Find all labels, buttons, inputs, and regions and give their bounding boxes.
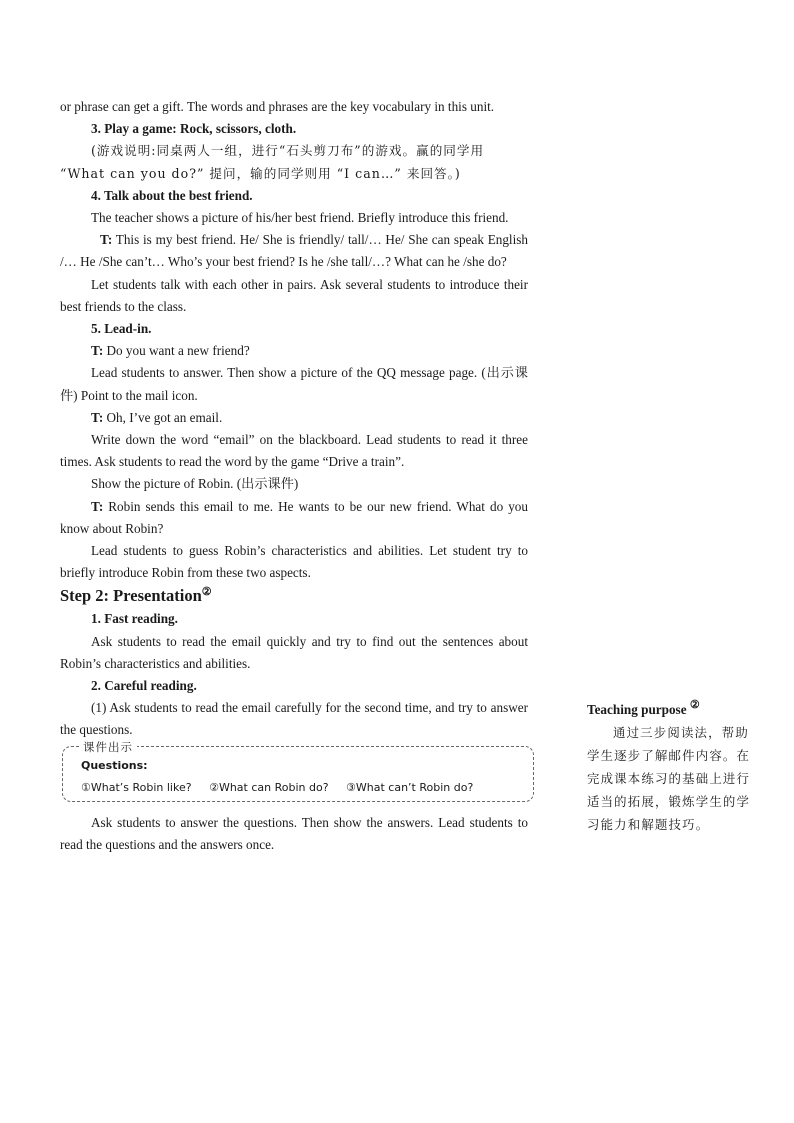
heading-careful-reading: 2. Careful reading. — [91, 678, 197, 694]
heading-fast-reading: 1. Fast reading. — [91, 611, 178, 627]
teaching-purpose-title — [587, 700, 759, 720]
step2-heading — [60, 584, 528, 608]
paragraph-careful-reading: (1) Ask students to read the email carefully for the second time, and try to answer the questions. — [60, 700, 528, 738]
paragraph-robin-picture: Show the picture of Robin. (出示课件) — [91, 476, 299, 492]
heading-lead-in: 5. Lead-in. — [91, 321, 152, 337]
question-item: ①What’s Robin like? — [81, 780, 192, 794]
lesson-plan-body — [60, 96, 528, 856]
paragraph-pairs: Let students talk with each other in pairs. Ask several students to introduce their best friends to the class. — [60, 276, 528, 314]
teacher-line-new-friend — [60, 340, 528, 362]
teacher-label: T: — [91, 409, 104, 425]
paragraph-qq-page: Lead students to answer. Then show a picture of the QQ message page. (出示课件) Point to the mail icon. — [60, 365, 528, 403]
step2-title: Step 2: Presentation — [60, 586, 202, 606]
teacher-text: This is my best friend. He/ She is friendly/ tall/… He/ She can speak English /… He /She can’t… Who’s your best friend? Is he /she tall/…? What can he /she do? — [60, 232, 528, 270]
teacher-text: Oh, I’ve got an email. — [103, 409, 223, 425]
footnote-mark: ② — [689, 699, 700, 711]
teacher-line-best-friend — [60, 229, 528, 273]
teacher-line-email — [60, 407, 528, 429]
question-list — [81, 779, 487, 797]
heading-play-game: 3. Play a game: Rock, scissors, cloth. — [91, 121, 297, 137]
paragraph-fast-reading: Ask students to read the email quickly and try to find out the sentences about Robin’s characteristics and abilities. — [60, 633, 528, 671]
footnote-mark: ② — [201, 586, 212, 599]
game-instructions: (游戏说明:同桌两人一组，进行“石头剪刀布”的游戏。赢的同学用 “What can you do?” 提问，输的同学则用 “I can…” 来回答。) — [60, 143, 485, 181]
teacher-label: T: — [91, 498, 104, 514]
teacher-text: Robin sends this email to me. He wants to be our new friend. What do you know about Robin? — [60, 498, 528, 536]
paragraph-answers: Ask students to answer the questions. Then show the answers. Lead students to read the questions and the answers once. — [60, 814, 528, 852]
teacher-text: Do you want a new friend? — [103, 343, 250, 359]
paragraph-gift: or phrase can get a gift. The words and phrases are the key vocabulary in this unit. — [60, 99, 495, 114]
courseware-box-title: 课件出示 — [79, 738, 137, 756]
teaching-purpose-label: Teaching purpose — [587, 702, 687, 717]
teaching-purpose-text: 通过三步阅读法，帮助学生逐步了解邮件内容。在完成课本练习的基础上进行适当的拓展，锻炼学生的学习能力和解题技巧。 — [587, 725, 751, 832]
courseware-box — [62, 739, 534, 802]
question-item: ③What can’t Robin do? — [346, 780, 474, 794]
paragraph-email-word: Write down the word “email” on the blackboard. Lead students to read it three times. Ask students to read the word by the game “Drive a train”. — [60, 432, 528, 470]
question-item: ②What can Robin do? — [209, 780, 329, 794]
teacher-line-robin — [60, 496, 528, 540]
teacher-label: T: — [100, 232, 113, 248]
questions-label: Questions: — [81, 758, 148, 772]
teacher-label: T: — [91, 343, 104, 359]
teaching-purpose-note — [587, 700, 759, 836]
paragraph-best-friend: The teacher shows a picture of his/her best friend. Briefly introduce this friend. — [91, 210, 509, 226]
paragraph-guess-robin: Lead students to guess Robin’s characteristics and abilities. Let student try to briefly introduce Robin from these two aspects. — [60, 543, 528, 581]
heading-best-friend: 4. Talk about the best friend. — [91, 187, 253, 203]
